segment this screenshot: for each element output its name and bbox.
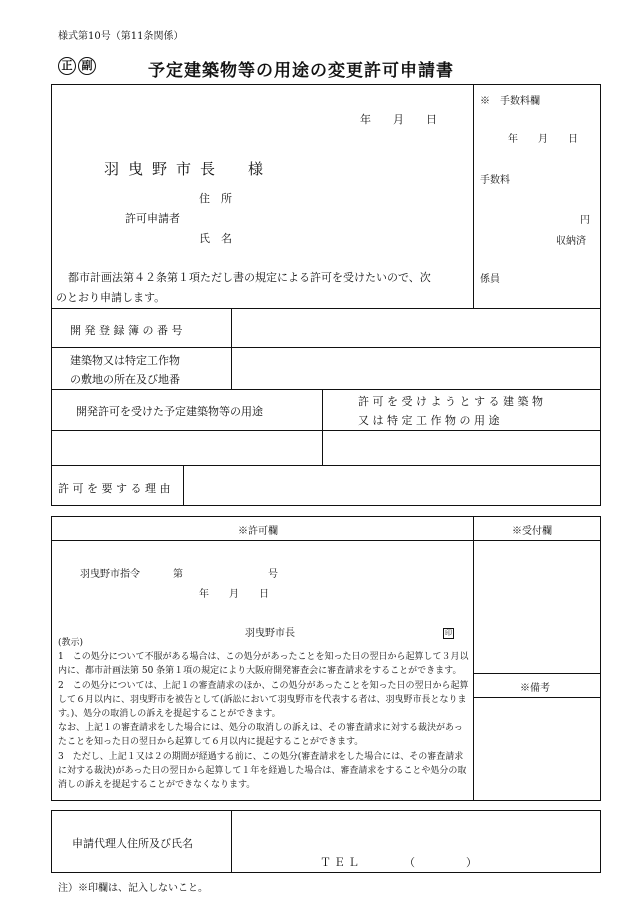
location-label-line-2: の敷地の所在及び地番 [70, 373, 180, 386]
fee-header: ※ 手数料欄 [480, 96, 540, 107]
remarks-header: ※備考 [520, 683, 550, 694]
tel-paren-close: ） [466, 856, 477, 869]
statement-line-2: のとおり申請します。 [56, 291, 166, 304]
applicant-label: 許可申請者 [125, 212, 180, 225]
paid-label: 収納済 [556, 236, 586, 247]
page-title: 予定建築物等の用途の変更許可申請書 [148, 61, 454, 81]
name-label: 氏 名 [199, 232, 232, 245]
tel-label: ＴＥＬ [320, 856, 362, 869]
notice-item: 3 ただし、上記１又は２の期間が経過する前に、この処分(審査請求をした場合には、その審査請求に対する裁決)があった日の翌日から起算して１年を経過した場合は、審査請求をすることや処分の取消しの訴えを提起することができなくなります。 [58, 751, 467, 791]
reception-header: ※受付欄 [512, 526, 552, 537]
notice-list [58, 636, 470, 792]
duplicate-mark: 副 [78, 57, 96, 75]
form-number: 様式第10号（第11条関係） [58, 31, 184, 42]
notice-item: 1 この処分について不服がある場合は、この処分があったことを知った日の翌日から起算して３月以内に、都市計画法第 50 条第１項の規定により大阪府開発審査会に審査請求をすることができます。 [58, 652, 469, 677]
clerk-label: 係員 [480, 274, 500, 285]
fee-label: 手数料 [480, 175, 510, 186]
fee-date: 年 月 日 [508, 134, 578, 145]
footnote: 注）※印欄は、記入しないこと。 [58, 883, 208, 894]
reason-label: 許 可 を 要 す る 理 由 [58, 482, 171, 495]
permit-date: 年 月 日 [199, 589, 269, 600]
planned-use-label: 開発許可を受けた予定建築物等の用途 [76, 405, 263, 418]
notice-item: なお、上記１の審査請求をした場合には、処分の取消しの訴えは、その審査請求に対する裁決があったことを知った日の翌日から起算して６月以内に提起することができます。 [58, 723, 463, 748]
copy-marks [58, 57, 98, 75]
address-label: 住 所 [199, 192, 232, 205]
application-date: 年 月 日 [360, 113, 437, 126]
seal-mark: 印 [445, 629, 452, 637]
new-use-label-line-1: 許 可 を 受 け よ う と す る 建 築 物 [358, 395, 543, 408]
directive-label: 羽曳野市指令 [80, 569, 140, 580]
agent-label: 申請代理人住所及び氏名 [72, 837, 193, 850]
directive-go: 号 [268, 569, 278, 580]
registry-number-label: 開 発 登 録 簿 の 番 号 [70, 324, 183, 337]
notice-title: (教示) [58, 638, 84, 648]
notice-item: 2 この処分については、上記１の審査請求のほか、この処分があったことを知った日の翌日から起算して６月以内に、羽曳野市を被告として(訴訟において羽曳野市を代表する者は、羽曳野市長となります。)、処分の取消しの訴えを提起することができます。 [58, 680, 469, 720]
statement-line-1: 都市計画法第４２条第１項ただし書の規定による許可を受けたいので、次 [68, 271, 431, 284]
location-label-line-1: 建築物又は特定工作物 [70, 354, 180, 367]
directive-dai: 第 [173, 569, 183, 580]
addressee: 羽曳野市長 様 [104, 160, 273, 178]
permit-mayor: 羽曳野市長 [245, 628, 295, 639]
yen-label: 円 [580, 215, 590, 226]
permit-header: ※許可欄 [238, 526, 278, 537]
original-mark: 正 [58, 57, 76, 75]
tel-paren-open: （ [404, 856, 415, 869]
new-use-label-line-2: 又 は 特 定 工 作 物 の 用 途 [358, 414, 500, 427]
